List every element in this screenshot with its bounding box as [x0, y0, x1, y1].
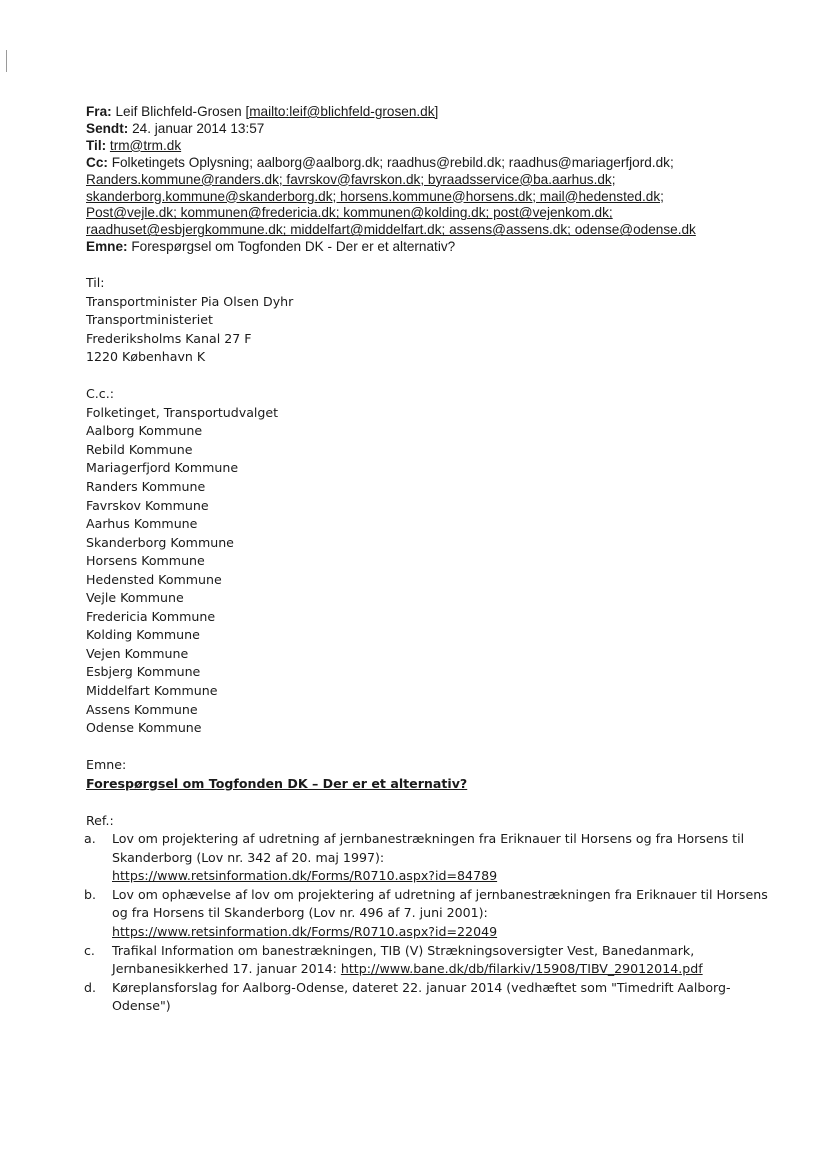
cc-recipient: Esbjerg Kommune — [86, 664, 201, 680]
reference-text-with-link — [112, 960, 766, 979]
cc-recipient: Odense Kommune — [86, 720, 202, 736]
reference-item — [86, 886, 766, 942]
cc-recipient: Mariagerfjord Kommune — [86, 460, 239, 476]
recipient-line: Frederiksholms Kanal 27 F — [86, 330, 252, 346]
reference-text: Lov om projektering af udretning af jernbanestrækningen fra Eriknauer til Horsens og fra Horsens til — [112, 831, 745, 847]
cc-recipient: Kolding Kommune — [86, 627, 200, 643]
subject-line — [86, 239, 726, 256]
cc-recipient: Favrskov Kommune — [86, 497, 209, 513]
cc-recipient: Vejen Kommune — [86, 645, 189, 661]
reference-text: Skanderborg (Lov nr. 342 af 20. maj 1997): — [112, 849, 385, 865]
cc-line — [86, 155, 726, 172]
sent-line — [86, 121, 726, 138]
reference-text: Lov om ophævelse af lov om projektering af udretning af jernbanestrækningen fra Eriknauer til Horsens — [112, 886, 768, 902]
cc-recipient: Folketinget, Transportudvalget — [86, 404, 279, 420]
reference-text: Trafikal Information om banestrækningen, TIB (V) Strækningsoversigter Vest, Banedanmark, — [112, 942, 695, 958]
references-list — [86, 830, 766, 1015]
letter-body — [86, 274, 766, 1016]
reference-item — [86, 830, 766, 886]
cc-recipient: Aalborg Kommune — [86, 423, 203, 439]
cc-recipient: Rebild Kommune — [86, 441, 193, 457]
reference-item — [86, 979, 766, 1016]
recipient-line: Transportminister Pia Olsen Dyhr — [86, 293, 294, 309]
references-label: Ref.: — [86, 812, 114, 828]
reference-text: Odense") — [112, 998, 171, 1014]
reference-marker: c. — [84, 942, 95, 958]
cc-recipient: Randers Kommune — [86, 478, 206, 494]
recipient-line: Transportministeriet — [86, 312, 213, 328]
cc-line-2[interactable]: Randers.kommune@randers.dk; favrskov@favrskon.dk; byraadsservice@ba.aarhus.dk; — [86, 171, 616, 187]
cc-recipient: Skanderborg Kommune — [86, 534, 234, 550]
reference-text: Køreplansforslag for Aalborg-Odense, dateret 22. januar 2014 (vedhæftet som "Timedrift Aalborg- — [112, 979, 731, 995]
to-line — [86, 138, 726, 155]
cc-label: Cc: — [86, 154, 108, 170]
reference-link[interactable]: http://www.bane.dk/db/filarkiv/15908/TIBV_29012014.pdf — [340, 961, 703, 977]
subject-block — [86, 756, 766, 793]
cc-line-4[interactable]: Post@vejle.dk; kommunen@fredericia.dk; kommunen@kolding.dk; post@vejenkom.dk; — [86, 205, 613, 221]
recipient-label: Til: — [86, 275, 105, 290]
sent-value: 24. januar 2014 13:57 — [132, 120, 265, 136]
spacer — [86, 738, 766, 757]
subject-block-label: Emne: — [86, 757, 127, 773]
from-label: Fra: — [86, 104, 112, 119]
cc-recipient: Aarhus Kommune — [86, 516, 198, 532]
cc-recipient: Middelfart Kommune — [86, 682, 218, 698]
subject-value: Forespørgsel om Togfonden DK - Der er et alternativ? — [131, 239, 456, 255]
subject-title: Forespørgsel om Togfonden DK – Der er et alternativ? — [86, 775, 468, 791]
from-line — [86, 104, 726, 121]
to-label: Til: — [86, 137, 107, 153]
recipient-block — [86, 274, 766, 367]
reference-link[interactable]: https://www.retsinformation.dk/Forms/R0710.aspx?id=84789 — [112, 868, 498, 884]
cc-block-label: C.c.: — [86, 386, 114, 402]
to-email-link[interactable]: trm@trm.dk — [109, 137, 182, 153]
scan-mark — [6, 50, 7, 72]
spacer — [86, 367, 766, 386]
cc-line-1[interactable]: Folketingets Oplysning; aalborg@aalborg.dk; raadhus@rebild.dk; raadhus@mariagerfjord.dk; — [111, 154, 674, 170]
cc-recipient: Fredericia Kommune — [86, 608, 216, 624]
sent-label: Sendt: — [86, 120, 129, 136]
spacer — [86, 793, 766, 812]
cc-recipient: Assens Kommune — [86, 701, 198, 717]
reference-link[interactable]: https://www.retsinformation.dk/Forms/R0710.aspx?id=22049 — [112, 924, 498, 939]
reference-marker: d. — [84, 979, 96, 995]
from-name: Leif Blichfeld-Grosen — [115, 104, 242, 119]
cc-line-5[interactable]: raadhuset@esbjergkommune.dk; middelfart@middelfart.dk; assens@assens.dk; odense@odense.dk — [86, 222, 696, 238]
reference-marker: b. — [84, 886, 96, 902]
subject-label: Emne: — [86, 239, 128, 255]
reference-text: og fra Horsens til Skanderborg (Lov nr. 496 af 7. juni 2001): — [112, 905, 488, 921]
reference-marker: a. — [84, 831, 96, 847]
reference-text: Jernbanesikkerhed 17. januar 2014: — [112, 961, 341, 977]
cc-recipient: Hedensted Kommune — [86, 571, 222, 587]
reference-item — [86, 942, 766, 979]
recipient-line: 1220 København K — [86, 349, 206, 365]
email-header — [86, 104, 726, 256]
cc-line-3[interactable]: skanderborg.kommune@skanderborg.dk; horsens.kommune@horsens.dk; mail@hedensted.dk; — [86, 188, 664, 204]
cc-block — [86, 385, 766, 737]
cc-recipient: Horsens Kommune — [86, 553, 205, 569]
references-block — [86, 812, 766, 1016]
cc-recipient: Vejle Kommune — [86, 590, 184, 606]
from-mailto-link[interactable]: [mailto:leif@blichfeld-grosen.dk] — [245, 104, 439, 119]
